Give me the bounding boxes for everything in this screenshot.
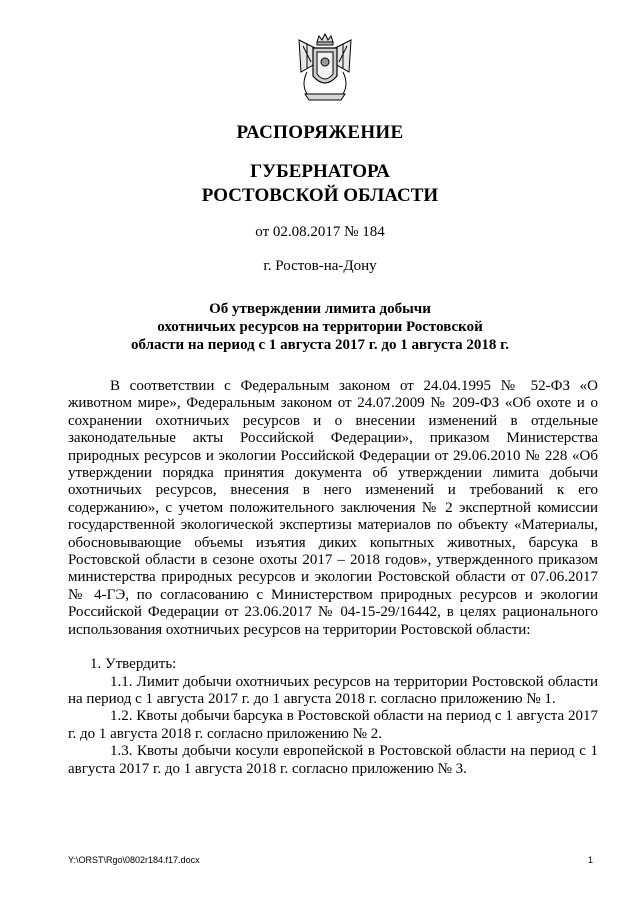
clause-1-3: 1.3. Квоты добычи косули европейской в Ростовской области на период с 1 августа 2017 г. до 1 августа 2018 г. согласно приложению № 3. — [68, 743, 598, 777]
preamble-paragraph: В соответствии с Федеральным законом от 24.04.1995 № 52-ФЗ «О животном мире», Федеральным законом от 24.07.2009 № 209-ФЗ «Об охоте и о сохранении охотничьих ресурсов и о внесении изменений в отдельные законодательные акты Российской Федерации», приказом Министерства природных ресурсов и экологии Российской Федерации от 29.06.2010 № 228 «Об утверждении порядка принятия документа об утверждении лимита добычи охотничьих ресурсов, внесения в него изменений и требований к его содержанию», с учетом положительного заключения № 2 экспертной комиссии государственной экологической экспертизы материалов по объекту «Материалы, обосновывающие объемы изъятия диких копытных животных, барсука в Ростовской области в сезоне охоты 2017 – 2018 годов», утвержденного приказом министерства природных ресурсов и экологии Ростовской области от 07.06.2017 № 4-ГЭ, по согласованию с Министерством природных ресурсов и экологии Российской Федерации от 23.06.2017 № 04-15-29/16442, в целях рационального использования охотничьих ресурсов на территории Ростовской области: — [68, 378, 598, 638]
subject-line3: области на период с 1 августа 2017 г. до 1 августа 2018 г. — [130, 337, 510, 353]
subject-line2: охотничьих ресурсов на территории Ростовской — [157, 319, 483, 335]
clause-1: 1. Утвердить: — [90, 656, 177, 673]
place-of-issue: г. Ростов-на-Дону — [263, 258, 377, 274]
subject-line1: Об утверждении лимита добычи — [209, 301, 431, 317]
document-type-title: РАСПОРЯЖЕНИЕ — [236, 122, 404, 143]
footer-file-path: Y:\ORST\Rgo\0802r184.f17.docx — [68, 855, 200, 865]
issuer-title-line2: РОСТОВСКОЙ ОБЛАСТИ — [201, 185, 439, 206]
coat-of-arms-icon — [293, 32, 357, 104]
document-subject — [0, 300, 640, 354]
issuer-title-line1: ГУБЕРНАТОРА — [250, 161, 390, 182]
clause-1-2: 1.2. Квоты добычи барсука в Ростовской области на период с 1 августа 2017 г. до 1 августа 2018 г. согласно приложению № 2. — [68, 708, 598, 742]
clause-1-1: 1.1. Лимит добычи охотничьих ресурсов на территории Ростовской области на период с 1 августа 2017 г. до 1 августа 2018 г. согласно приложению № 1. — [68, 673, 598, 707]
issuer-title — [0, 160, 640, 208]
document-body — [68, 378, 598, 778]
footer-page-number: 1 — [588, 855, 594, 865]
date-and-number: от 02.08.2017 № 184 — [255, 224, 385, 240]
